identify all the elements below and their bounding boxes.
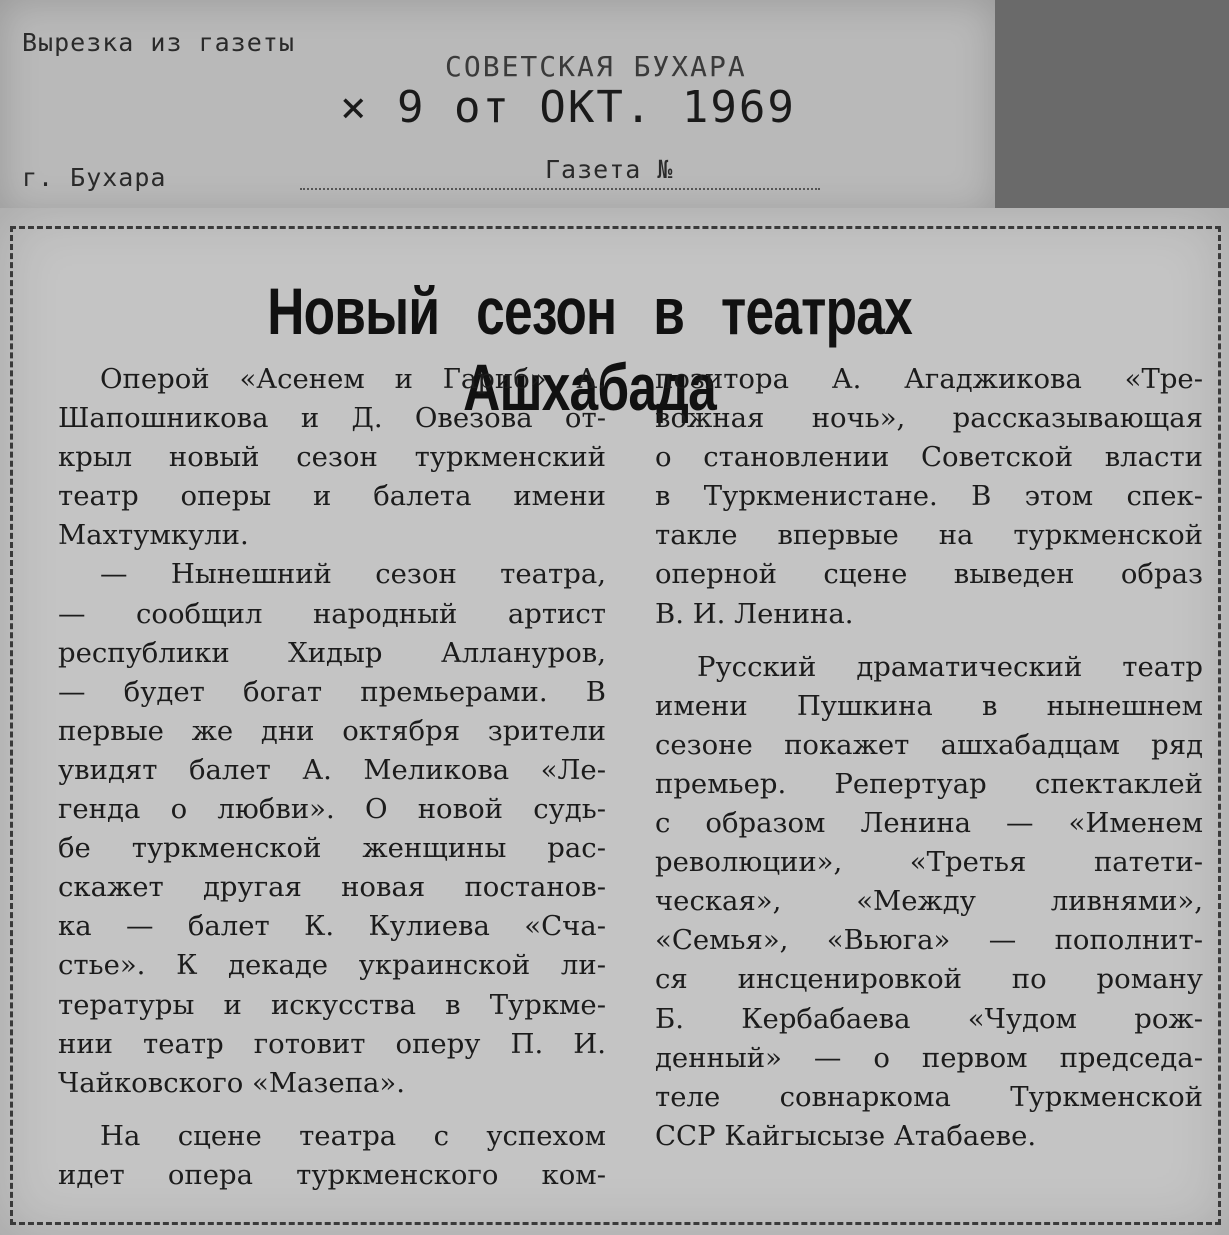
article-line: ческая», «Между ливнями», [655, 885, 1203, 918]
article-line: тературы и искусства в Туркме- [58, 988, 606, 1021]
newspaper-name: СОВЕТСКАЯ БУХАРА [445, 50, 747, 83]
article-line: «Семья», «Вьюга» — пополнит- [655, 924, 1203, 957]
article-line: На сцене театра с успехом [100, 1119, 606, 1152]
article-line: премьер. Репертуар спектаклей [655, 767, 1203, 800]
newspaper-number-label: Газета № [545, 155, 674, 184]
article-line: Оперой «Асенем и Гариб» А. [100, 363, 606, 395]
article-line: с образом Ленина — «Именем [655, 807, 1203, 840]
article-line: первые же дни октября зрители [58, 714, 606, 747]
article-line: — Нынешний сезон театра, [100, 558, 606, 591]
article-line: скажет другая новая постанов- [58, 871, 606, 904]
article-line: имени Пушкина в нынешнем [655, 689, 1203, 722]
article-line: генда о любви». О новой судь- [58, 793, 606, 826]
article-line: оперной сцене выведен образ [655, 558, 1203, 591]
article-line: стье». К декаде украинской ли- [58, 949, 606, 982]
article-line: денный» — о первом председа- [655, 1041, 1203, 1074]
article-headline: Новый сезон в театрах Ашхабада [267, 274, 912, 424]
article-line: Чайковского «Мазепа». [58, 1066, 405, 1099]
article-line: ССР Кайгысызе Атабаеве. [655, 1119, 1037, 1152]
clipping-source-label: Вырезка из газеты [22, 28, 295, 57]
article-line: в Туркменистане. В этом спек- [655, 480, 1203, 513]
article-line: бе туркменской женщины рас- [58, 832, 606, 865]
article-line: сезоне покажет ашхабадцам ряд [655, 728, 1203, 761]
article-line: Махтумкули. [58, 519, 249, 552]
article-line: революции», «Третья патети- [655, 846, 1203, 879]
article-line: увидят балет А. Меликова «Ле- [58, 753, 606, 786]
article-line: ся инсценировкой по роману [655, 963, 1203, 996]
clipping-stamp-slip [0, 0, 995, 215]
article-line: такле впервые на туркменской [655, 519, 1203, 552]
date-stamp: × 9 от ОКТ. 1969 [340, 82, 796, 133]
article-line: вожная ночь», рассказывающая [655, 402, 1203, 435]
article-right-column [655, 360, 1203, 1156]
paragraph-gap [58, 1103, 606, 1117]
article-line: о становлении Советской власти [655, 441, 1203, 474]
article-line: театр оперы и балета имени [58, 480, 606, 513]
article-line: Б. Кербабаева «Чудом рож- [655, 1002, 1203, 1035]
newspaper-clipping [0, 208, 1229, 1235]
article-line: крыл новый сезон туркменский [58, 441, 606, 474]
article-line: республики Хидыр Аллануров, [58, 636, 606, 669]
article-line: — сообщил народный артист [58, 597, 606, 630]
article-line: — будет богат премьерами. В [58, 675, 606, 708]
article-line: нии театр готовит оперу П. И. [58, 1027, 606, 1060]
background-strip [995, 0, 1229, 215]
article-line: позитора А. Агаджикова «Тре- [655, 363, 1203, 395]
paragraph-gap [655, 634, 1203, 648]
article-line: В. И. Ленина. [655, 597, 854, 630]
article-line: Шапошникова и Д. Овезова от- [58, 402, 606, 435]
article-line: Русский драматический театр [697, 650, 1203, 683]
city-label: г. Бухара [22, 163, 167, 192]
article-left-column [58, 360, 606, 1195]
article-line: теле совнаркома Туркменской [655, 1080, 1203, 1113]
article-line: идет опера туркменского ком- [58, 1158, 606, 1191]
article-line: ка — балет К. Кулиева «Сча- [58, 910, 606, 943]
dotted-rule [300, 188, 820, 190]
